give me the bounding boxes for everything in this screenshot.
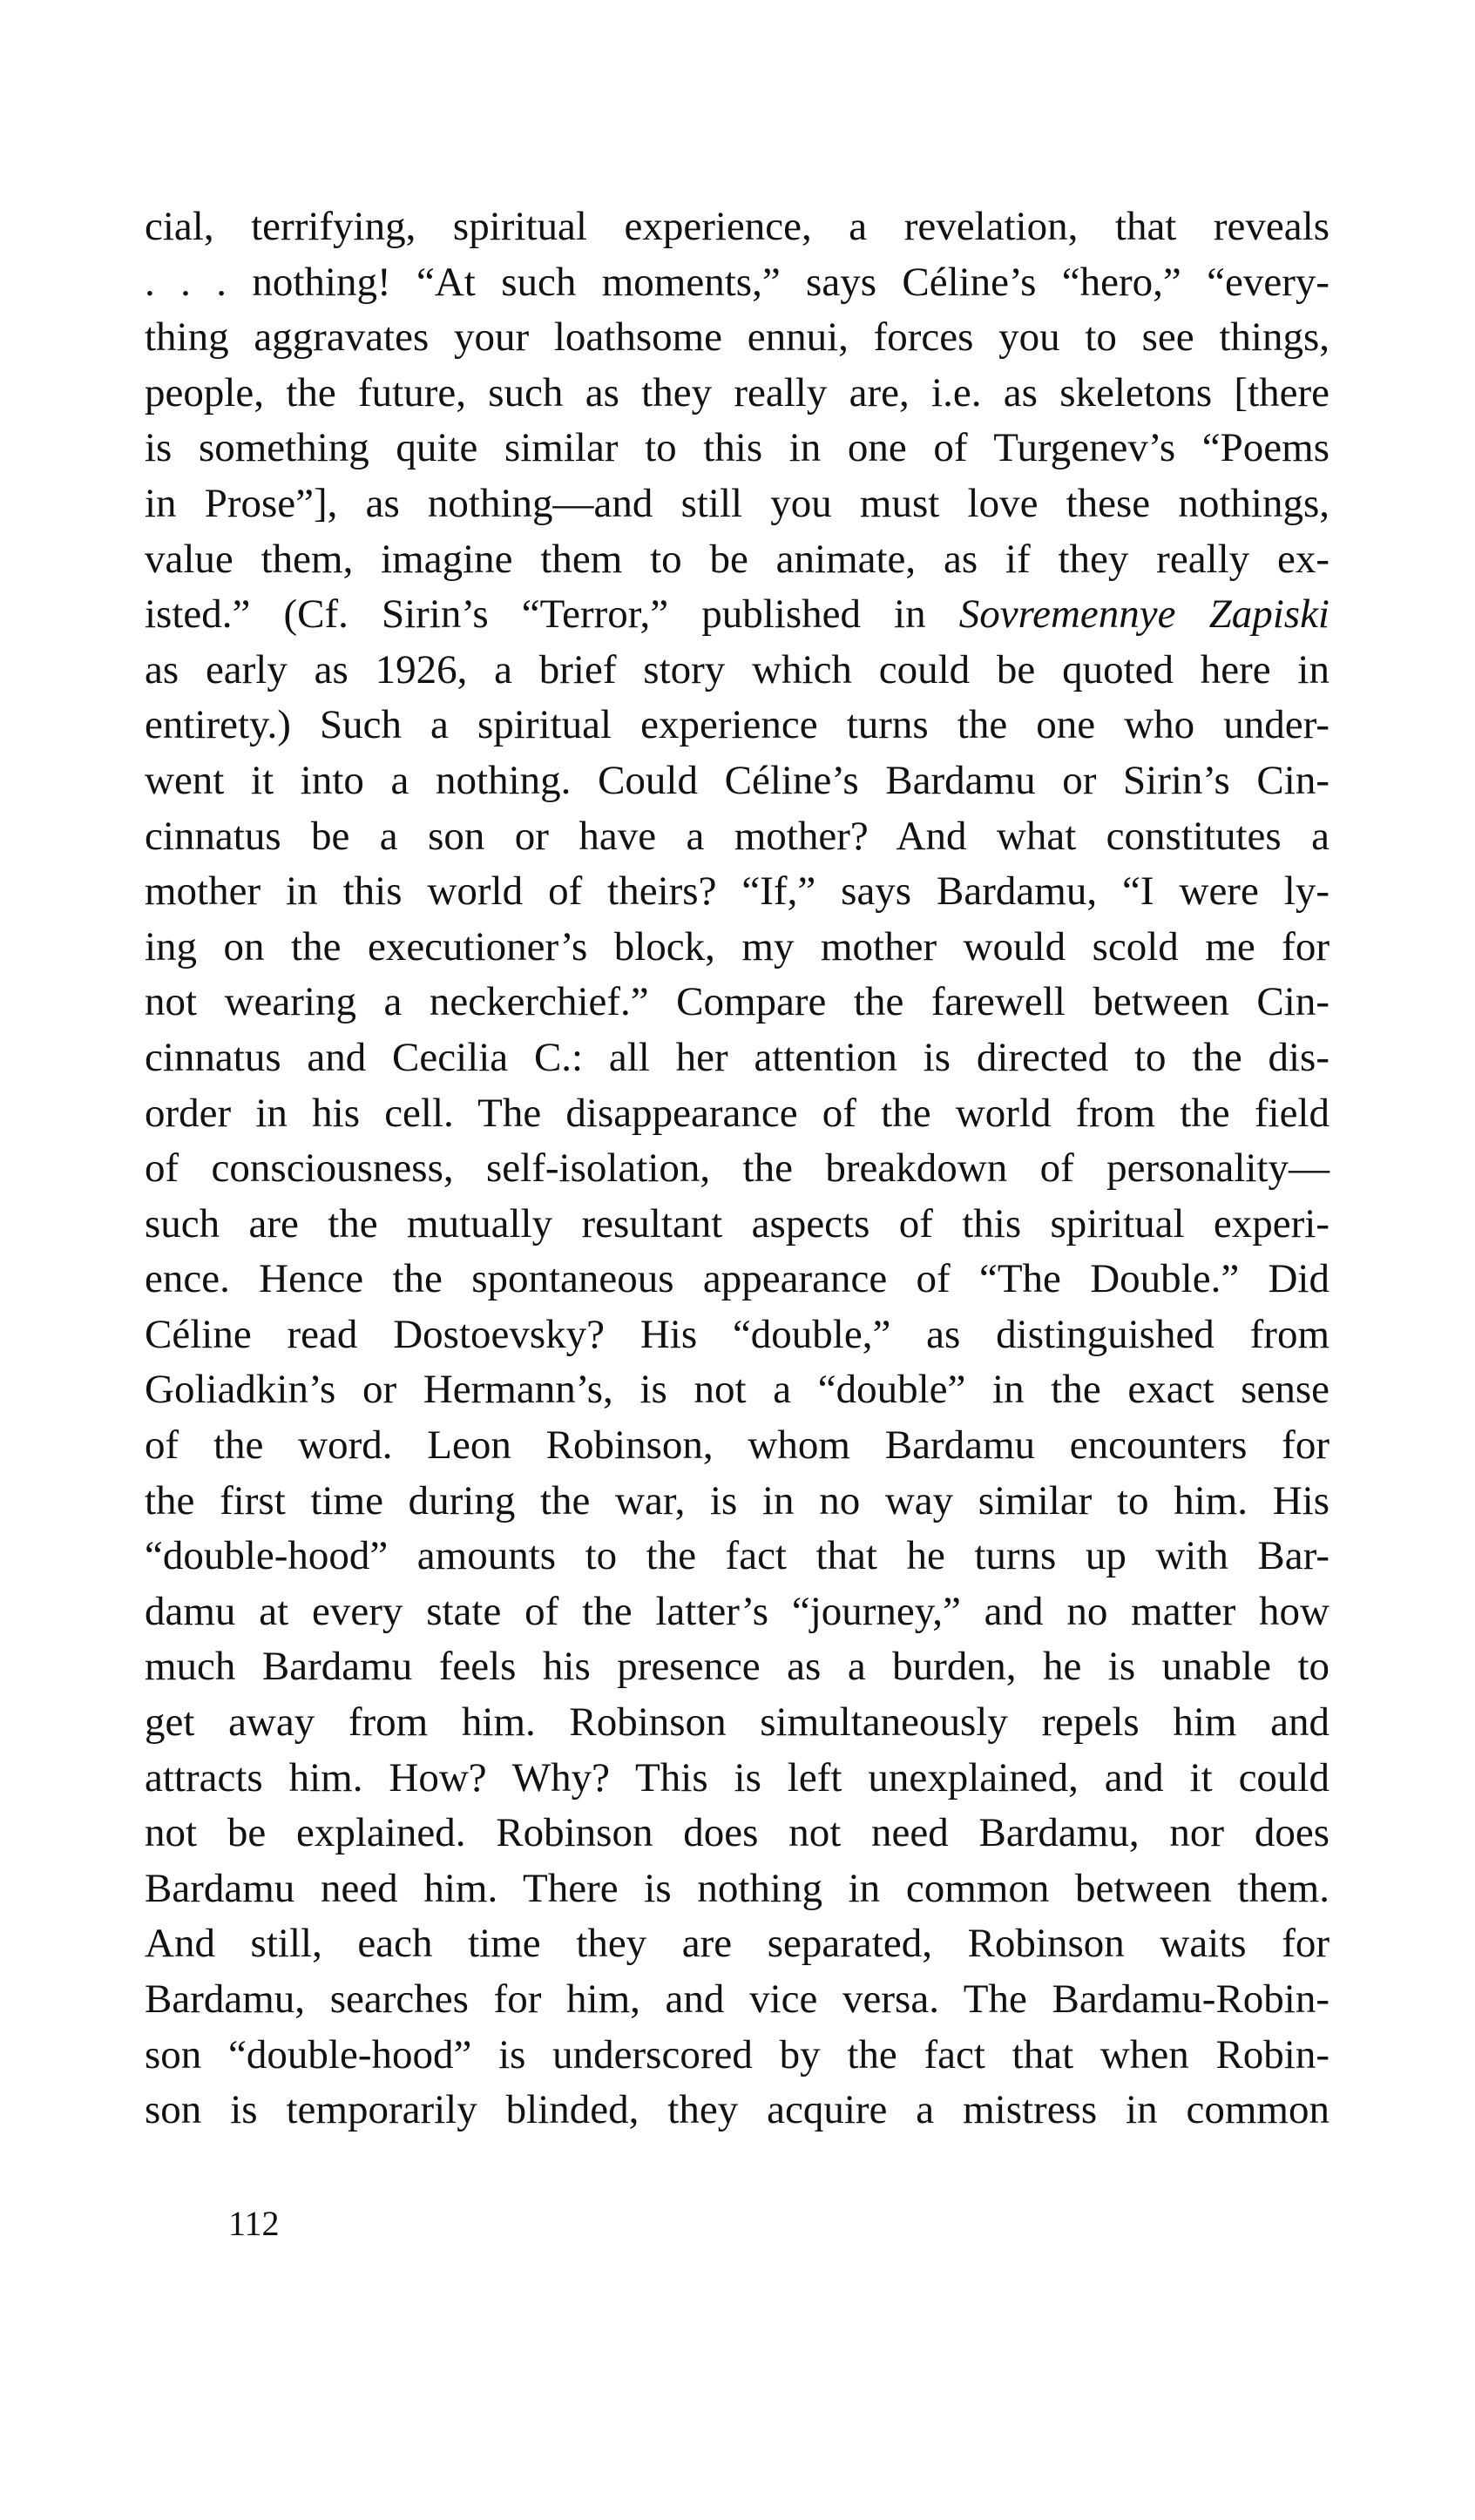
text-line: is something quite similar to this in one of Turgenev’s “Poems	[145, 425, 1330, 471]
text-line: . . . nothing! “At such moments,” says Céline’s “hero,” “every-	[145, 259, 1330, 305]
text-line: thing aggravates your loathsome ennui, forces you to see things,	[145, 314, 1330, 361]
text-line: such are the mutually resultant aspects of this spiritual experi-	[145, 1200, 1330, 1246]
text-line: cinnatus be a son or have a mother? And what constitutes a	[145, 813, 1330, 859]
text-line: son is temporarily blinded, they acquire a mistress in common	[145, 2087, 1330, 2133]
text-line: of consciousness, self-isolation, the breakdown of personality—	[145, 1145, 1330, 1192]
text-line: not be explained. Robinson does not need Bardamu, nor does	[145, 1810, 1330, 1856]
text-line: Bardamu, searches for him, and vice versa. The Bardamu-Robin-	[145, 1976, 1330, 2022]
text-line: order in his cell. The disappearance of the world from the field	[145, 1090, 1330, 1136]
text-line: not wearing a neckerchief.” Compare the farewell between Cin-	[145, 979, 1330, 1025]
text-line: And still, each time they are separated, Robinson waits for	[145, 1921, 1330, 1967]
text-line: of the word. Leon Robinson, whom Bardamu encounters for	[145, 1422, 1330, 1469]
text-line: get away from him. Robinson simultaneously repels him and	[145, 1699, 1330, 1746]
text-line: son “double-hood” is underscored by the fact that when Robin-	[145, 2031, 1330, 2077]
text-line: Bardamu need him. There is nothing in common between them.	[145, 1865, 1330, 1911]
text-line: went it into a nothing. Could Céline’s Bardamu or Sirin’s Cin-	[145, 757, 1330, 803]
text-line: people, the future, such as they really are, i.e. as skeletons [there	[145, 369, 1330, 415]
body-text	[145, 199, 1330, 2138]
text-line: in Prose”], as nothing—and still you must love these nothings,	[145, 480, 1330, 526]
text-line: isted.” (Cf. Sirin’s “Terror,” published in Sovremennye Zapiski	[145, 591, 1330, 638]
text-line: the first time during the war, is in no way similar to him. His	[145, 1477, 1330, 1523]
page-number: 112	[228, 2204, 280, 2243]
text-line: cial, terrifying, spiritual experience, a revelation, that reveals	[145, 204, 1330, 249]
text-line: entirety.) Such a spiritual experience turns the one who under-	[145, 702, 1330, 748]
text-line: “double-hood” amounts to the fact that he turns up with Bar-	[145, 1533, 1330, 1579]
text-line: ing on the executioner’s block, my mother would scold me for	[145, 923, 1330, 969]
text-line: as early as 1926, a brief story which could be quoted here in	[145, 646, 1330, 692]
text-line: attracts him. How? Why? This is left unexplained, and it could	[145, 1754, 1330, 1800]
text-line: mother in this world of theirs? “If,” says Bardamu, “I were ly-	[145, 868, 1330, 915]
text-line: much Bardamu feels his presence as a burden, he is unable to	[145, 1644, 1330, 1690]
journal-title: Sovremennye Zapiski	[958, 591, 1330, 638]
text-line: Goliadkin’s or Hermann’s, is not a “double” in the exact sense	[145, 1367, 1330, 1413]
text-line: cinnatus and Cecilia C.: all her attention is directed to the dis-	[145, 1034, 1330, 1080]
text-line: Céline read Dostoevsky? His “double,” as distinguished from	[145, 1311, 1330, 1357]
text-line: ence. Hence the spontaneous appearance of “The Double.” Did	[145, 1256, 1330, 1302]
text-line: value them, imagine them to be animate, as if they really ex-	[145, 536, 1330, 582]
text-line: damu at every state of the latter’s “journey,” and no matter how	[145, 1588, 1330, 1634]
